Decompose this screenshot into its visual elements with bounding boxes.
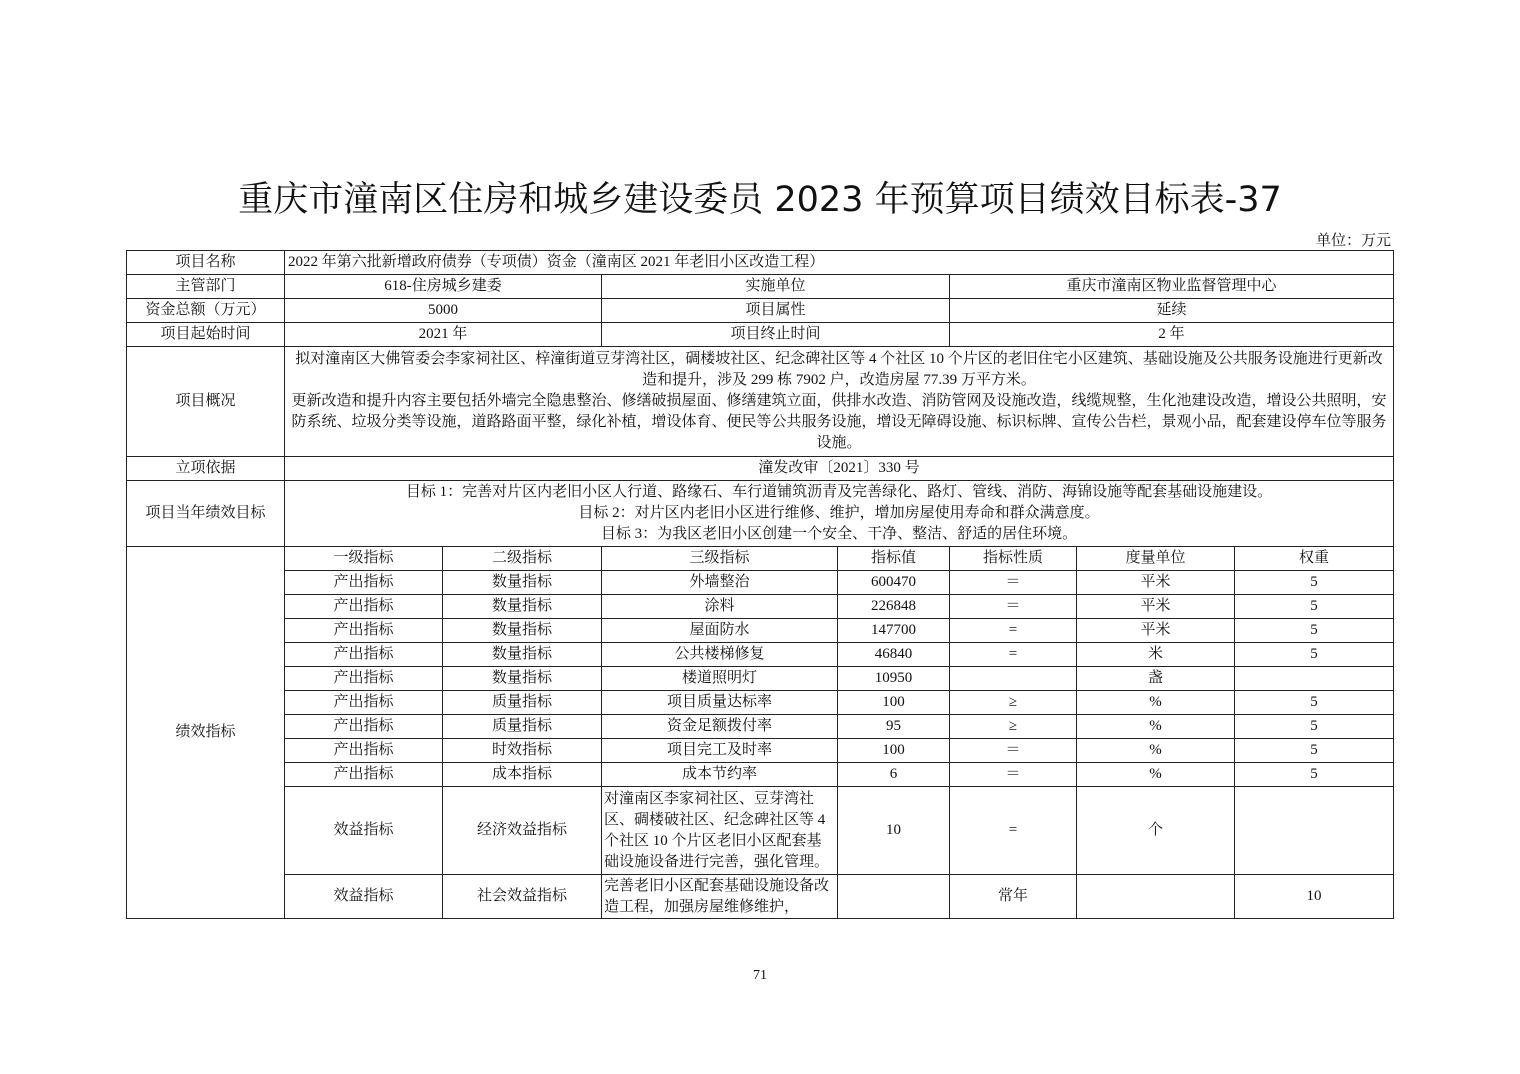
start-label: 项目起始时间 (127, 323, 285, 347)
goal-2: 目标 2：对片区内老旧小区进行维修、维护，增加房屋使用寿命和群众满意度。 (578, 505, 1100, 521)
table-cell: 平米 (1077, 571, 1235, 595)
header-cell: 二级指标 (443, 547, 602, 571)
table-cell: 产出指标 (285, 667, 443, 691)
row-project-name (127, 251, 1394, 275)
dept-label: 主管部门 (127, 275, 285, 299)
table-cell: % (1077, 739, 1235, 763)
basis-label: 立项依据 (127, 457, 285, 481)
table-cell (950, 667, 1077, 691)
table-cell: 楼道照明灯 (602, 667, 838, 691)
table-row (127, 691, 1394, 715)
overview-label: 项目概况 (127, 347, 285, 457)
table-cell: 5 (1235, 715, 1394, 739)
goal-value (285, 481, 1394, 547)
table-cell: ＝ (950, 595, 1077, 619)
table-cell: 10 (1235, 875, 1394, 919)
row-fund (127, 299, 1394, 323)
table-cell: 5 (1235, 691, 1394, 715)
fund-value: 5000 (285, 299, 602, 323)
table-cell: 效益指标 (285, 875, 443, 919)
table-cell: 5 (1235, 739, 1394, 763)
table-row (127, 595, 1394, 619)
header-cell: 一级指标 (285, 547, 443, 571)
table-cell: 社会效益指标 (443, 875, 602, 919)
table-row (127, 739, 1394, 763)
table-row (127, 667, 1394, 691)
table-cell: ≥ (950, 715, 1077, 739)
page-title: 重庆市潼南区住房和城乡建设委员 2023 年预算项目绩效目标表-37 (238, 180, 1282, 220)
impl-label: 实施单位 (602, 275, 950, 299)
table-cell: 对潼南区李家祠社区、豆芽湾社区、碉楼破社区、纪念碑社区等 4 个社区 10 个片区老旧小区配套基础设施设备进行完善，强化管理。 (602, 787, 838, 875)
table-cell: 涂料 (602, 595, 838, 619)
table-row (127, 643, 1394, 667)
table-cell: 100 (838, 739, 950, 763)
table-cell: 5 (1235, 643, 1394, 667)
table-cell: 147700 (838, 619, 950, 643)
table-cell: 平米 (1077, 619, 1235, 643)
dept-value: 618-住房城乡建委 (285, 275, 602, 299)
table-cell: 米 (1077, 643, 1235, 667)
page-number: 71 (753, 968, 767, 983)
header-cell: 指标值 (838, 547, 950, 571)
table-cell: 产出指标 (285, 739, 443, 763)
table-cell: 产出指标 (285, 715, 443, 739)
table-cell: 效益指标 (285, 787, 443, 875)
table-cell: ＝ (950, 763, 1077, 787)
table-cell: 数量指标 (443, 619, 602, 643)
row-basis (127, 457, 1394, 481)
table-cell: 数量指标 (443, 643, 602, 667)
table-cell: = (950, 787, 1077, 875)
table-cell: % (1077, 763, 1235, 787)
basis-value: 潼发改审〔2021〕330 号 (285, 457, 1394, 481)
impl-value: 重庆市潼南区物业监督管理中心 (950, 275, 1394, 299)
overview-paragraph-1: 拟对潼南区大佛管委会李家祠社区、梓潼街道豆芽湾社区，碉楼坡社区、纪念碑社区等 4 个社区 10 个片区的老旧住宅小区建筑、基础设施及公共服务设施进行更新改造和提升，涉及 299 栋 7902 户，改造房屋 77.39 万平方米。 (295, 351, 1383, 388)
fund-label: 资金总额（万元） (127, 299, 285, 323)
table-cell: 质量指标 (443, 715, 602, 739)
table-row (127, 571, 1394, 595)
table-row (127, 715, 1394, 739)
table-cell: 产出指标 (285, 571, 443, 595)
table-cell: 项目质量达标率 (602, 691, 838, 715)
attr-label: 项目属性 (602, 299, 950, 323)
table-cell (838, 875, 950, 919)
table-cell: 产出指标 (285, 643, 443, 667)
table-cell: 资金足额拨付率 (602, 715, 838, 739)
table-cell: 10 (838, 787, 950, 875)
table-cell (1235, 667, 1394, 691)
table-row (127, 763, 1394, 787)
table-cell: 600470 (838, 571, 950, 595)
row-indicator-header (127, 547, 1394, 571)
table-cell: 数量指标 (443, 595, 602, 619)
table-cell: 常年 (950, 875, 1077, 919)
table-cell: 公共楼梯修复 (602, 643, 838, 667)
table-cell: 5 (1235, 595, 1394, 619)
table-cell: 个 (1077, 787, 1235, 875)
table-cell: 46840 (838, 643, 950, 667)
table-cell: % (1077, 715, 1235, 739)
row-time (127, 323, 1394, 347)
table-row (127, 787, 1394, 875)
table-cell: 项目完工及时率 (602, 739, 838, 763)
table-cell: 95 (838, 715, 950, 739)
end-value: 2 年 (950, 323, 1394, 347)
table-row (127, 875, 1394, 919)
table-cell: 产出指标 (285, 691, 443, 715)
row-overview (127, 347, 1394, 457)
table-cell: 成本指标 (443, 763, 602, 787)
header-cell: 指标性质 (950, 547, 1077, 571)
goal-1: 目标 1：完善对片区内老旧小区人行道、路缘石、车行道铺筑沥青及完善绿化、路灯、管线、消防、海锦设施等配套基础设施建设。 (405, 484, 1273, 500)
table-cell: 平米 (1077, 595, 1235, 619)
table-row (127, 619, 1394, 643)
goal-3: 目标 3：为我区老旧小区创建一个安全、干净、整洁、舒适的居住环境。 (600, 526, 1078, 542)
table-cell: 226848 (838, 595, 950, 619)
header-cell: 权重 (1235, 547, 1394, 571)
table-cell: 5 (1235, 763, 1394, 787)
attr-value: 延续 (950, 299, 1394, 323)
table-cell: 5 (1235, 619, 1394, 643)
table-cell: ≥ (950, 691, 1077, 715)
table-cell: 数量指标 (443, 667, 602, 691)
table-cell: = (950, 619, 1077, 643)
table-cell: 6 (838, 763, 950, 787)
table-cell: % (1077, 691, 1235, 715)
table-cell (1077, 875, 1235, 919)
table-cell: 外墙整治 (602, 571, 838, 595)
table-cell: 10950 (838, 667, 950, 691)
goal-label: 项目当年绩效目标 (127, 481, 285, 547)
table-cell: = (950, 643, 1077, 667)
table-cell: 屋面防水 (602, 619, 838, 643)
performance-table (126, 250, 1394, 919)
table-cell: 完善老旧小区配套基础设施设备改造工程，加强房屋维修维护， (602, 875, 838, 919)
perf-label: 绩效指标 (127, 547, 285, 919)
table-cell: 成本节约率 (602, 763, 838, 787)
table-cell: 产出指标 (285, 619, 443, 643)
table-cell: ＝ (950, 571, 1077, 595)
header-cell: 三级指标 (602, 547, 838, 571)
table-cell: 5 (1235, 571, 1394, 595)
table-cell: 盏 (1077, 667, 1235, 691)
table-cell: 100 (838, 691, 950, 715)
end-label: 项目终止时间 (602, 323, 950, 347)
project-name-value: 2022 年第六批新增政府债券（专项债）资金（潼南区 2021 年老旧小区改造工程） (285, 251, 1394, 275)
table-cell: 数量指标 (443, 571, 602, 595)
table-cell (1235, 787, 1394, 875)
table-cell: ＝ (950, 739, 1077, 763)
table-cell: 时效指标 (443, 739, 602, 763)
overview-paragraph-2: 更新改造和提升内容主要包括外墙完全隐患整治、修缮破损屋面、修缮建筑立面，供排水改造、消防管网及设施改造，线缆规整，生化池建设改造，增设公共照明，安防系统、垃圾分类等设施，道路路面平整，绿化补植，增设体育、便民等公共服务设施，增设无障碍设施、标识标牌、宣传公告栏，景观小品，配套建设停车位等服务设施。 (291, 393, 1387, 451)
row-goals (127, 481, 1394, 547)
start-value: 2021 年 (285, 323, 602, 347)
project-name-label: 项目名称 (127, 251, 285, 275)
overview-value (285, 347, 1394, 457)
table-cell: 产出指标 (285, 595, 443, 619)
header-cell: 度量单位 (1077, 547, 1235, 571)
unit-label: 单位：万元 (1315, 233, 1391, 249)
table-cell: 产出指标 (285, 763, 443, 787)
table-cell: 经济效益指标 (443, 787, 602, 875)
table-cell: 质量指标 (443, 691, 602, 715)
row-dept (127, 275, 1394, 299)
